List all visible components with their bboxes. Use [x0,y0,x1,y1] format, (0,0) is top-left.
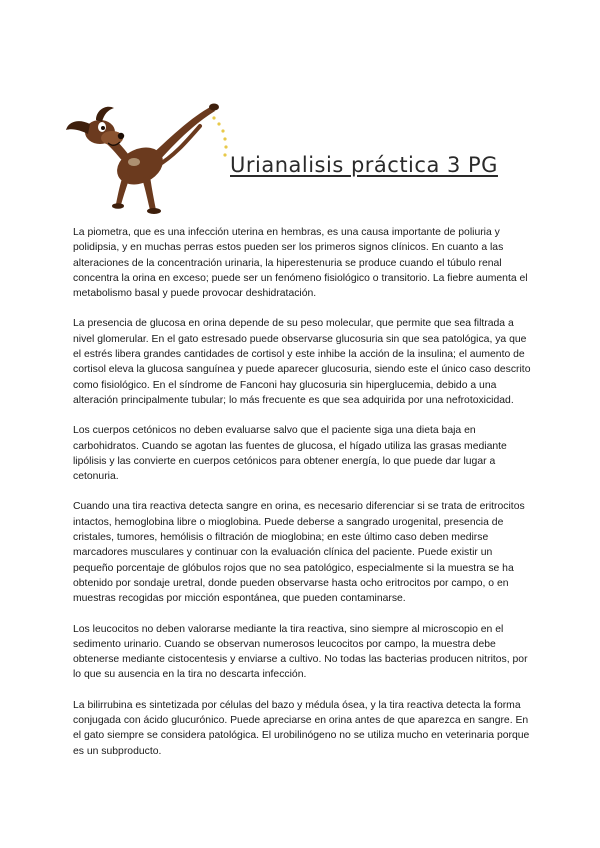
paragraph-piometra: La piometra, que es una infección uterina en hembras, es una causa importante de poliuria y polidipsia, y en muchas perras estos pueden ser los primeros signos clínicos. En cuanto a las alteraciones de la concentración urinaria, la hiperestenuria se produce cuando el túbulo renal concentra la orina en exceso; puede ser un fenómeno fisiológico o transitorio. La fiebre aumenta el metabolismo basal y puede provocar deshidratación. [73,227,528,300]
paragraph-cuerpos-cetonicos: Los cuerpos cetónicos no deben evaluarse salvo que el paciente siga una dieta baja en carbohidratos. Cuando se agotan las fuentes de glucosa, el hígado utiliza las grasas mediante lipólisis y las convierte en cuerpos cetónicos para obtener energía, lo que puede dar lugar a cetonuria. [73,425,507,483]
paragraph-bilirrubina: La bilirrubina es sintetizada por células del bazo y médula ósea, y la tira reactiva detecta la forma conjugada con ácido glucurónico. Puede apreciarse en orina antes de que aparezca en sangre. En el gato siempre se considera patológica. El urobilinógeno no se utiliza mucho en veterinaria porque es un subproducto. [73,699,530,757]
paragraph-glucosa: La presencia de glucosa en orina depende de su peso molecular, que permite que sea filtrada a nivel glomerular. En el gato estresado puede observarse glucosuria sin que sea patológica, ya que el estrés libera grandes cantidades de cortisol y este inhibe la acción de la insulina; el aumento de cortisol eleva la glucosa sanguínea y puede aparecer glucosuria, siendo este el único caso descrito como fisiológico. En el síndrome de Fanconi hay glucosuria sin hiperglucemia, debido a una alteración principalmente tubular; lo más frecuente es que sea adquirida por una nefrotoxicidad. [73,318,531,406]
paragraph-leucocitos: Los leucocitos no deben valorarse mediante la tira reactiva, sino siempre al microscopio en el sedimento urinario. Cuando se observan numerosos leucocitos por campo, la muestra debe obtenerse mediante cistocentesis y enviarse a cultivo. No todas las bacterias producen nitritos, por lo que su ausencia en la tira no descarta infección. [73,623,528,681]
paragraph-sangre: Cuando una tira reactiva detecta sangre en orina, es necesario diferenciar si se trata de eritrocitos intactos, hemoglobina libre o mioglobina. Puede deberse a sangrado urogenital, presencia de cristales, tumores, hemólisis o filtración de mioglobina; en este último caso deben medirse marcadores musculares y continuar con la evaluación clínica del paciente. Puede existir un pequeño porcentaje de glóbulos rojos que no sea patológico, especialmente si la muestra se ha obtenido por sondaje uretral, donde pueden observarse hasta ocho eritrocitos por campo, o en muestras recogidas por micción espontánea, que pueden contaminarse. [73,501,525,605]
dog-kicking-illustration [62,96,237,216]
motion-dots-icon [212,116,227,156]
document-title: Urianalisis práctica 3 PG [230,153,498,177]
document-body [73,225,533,774]
